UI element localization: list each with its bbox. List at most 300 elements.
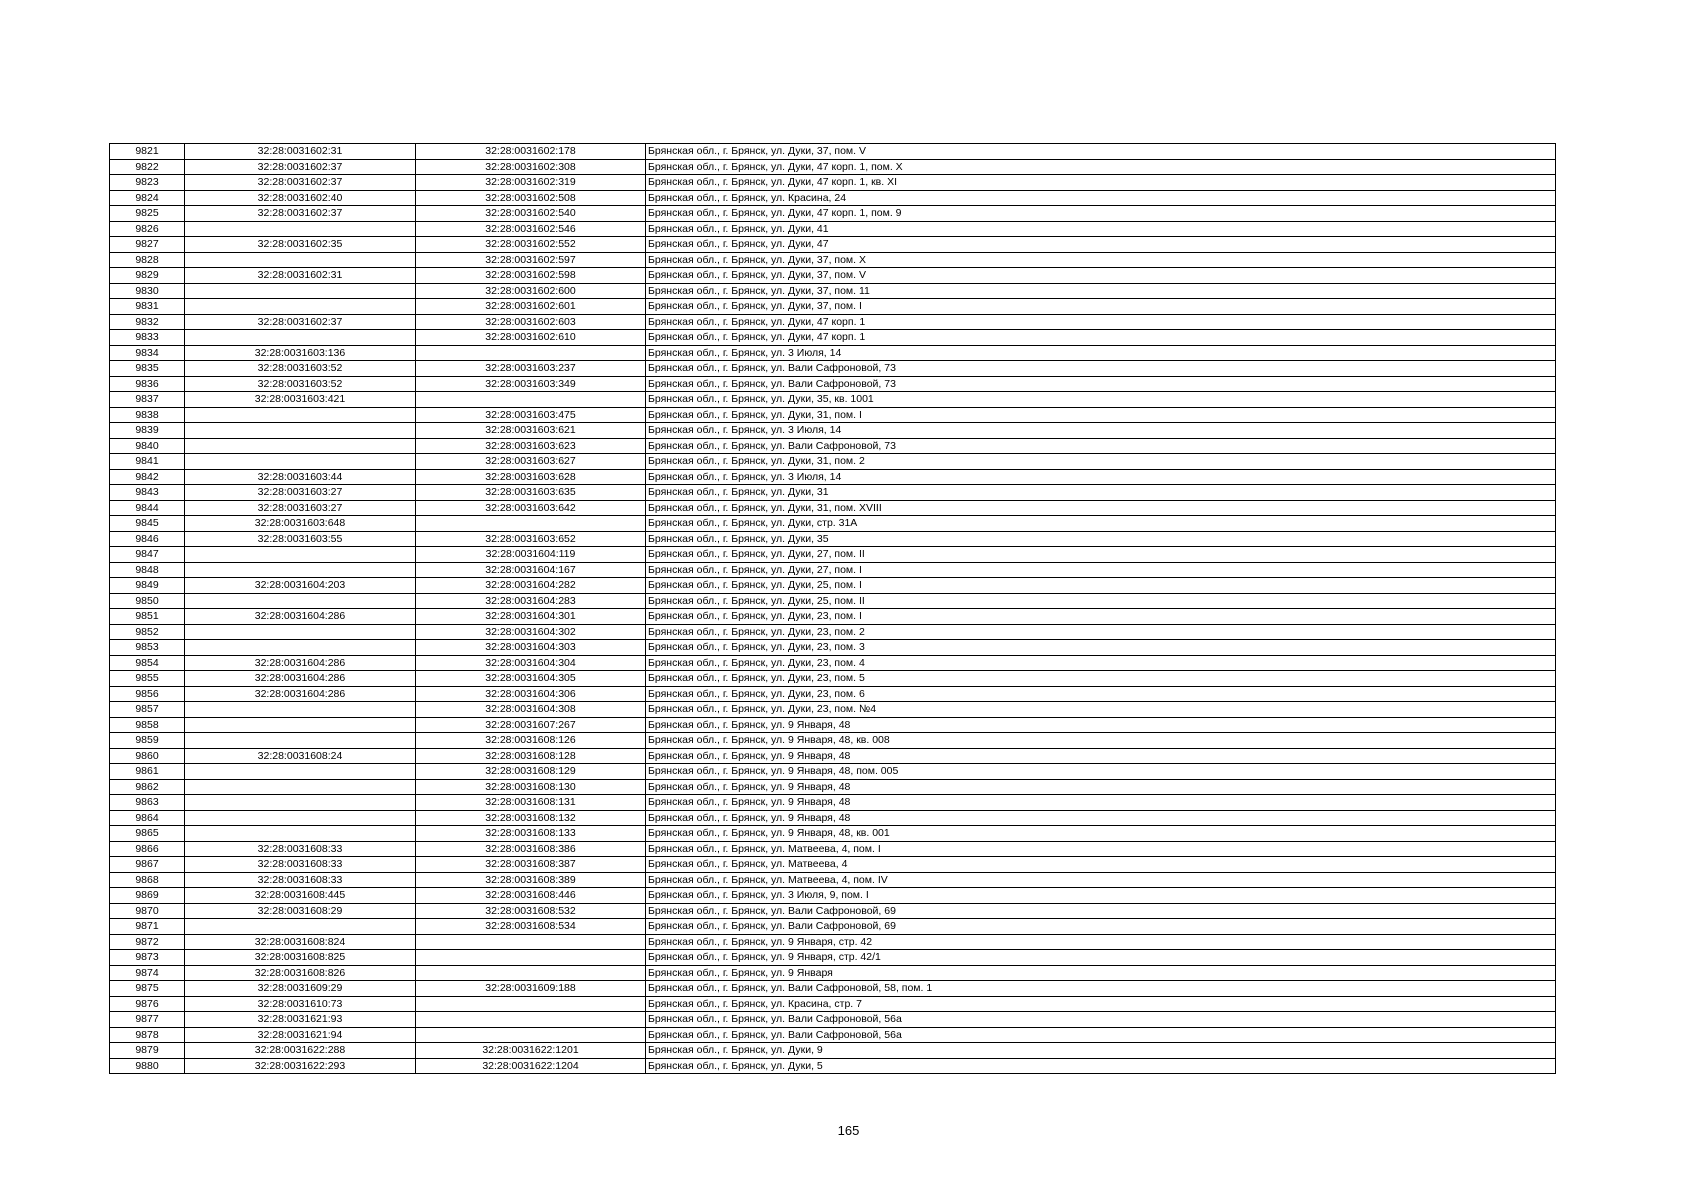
object-cadastral-number-cell: 32:28:0031607:267 bbox=[416, 717, 646, 733]
table-row bbox=[110, 702, 1556, 718]
row-number-cell: 9880 bbox=[110, 1058, 185, 1074]
object-cadastral-number-cell: 32:28:0031622:1201 bbox=[416, 1043, 646, 1059]
address-cell: Брянская обл., г. Брянск, ул. Вали Сафроновой, 58, пом. 1 bbox=[646, 981, 1556, 997]
parcel-cadastral-number-cell: 32:28:0031603:648 bbox=[185, 516, 416, 532]
row-number-cell: 9836 bbox=[110, 376, 185, 392]
row-number-cell: 9829 bbox=[110, 268, 185, 284]
table-row bbox=[110, 686, 1556, 702]
object-cadastral-number-cell: 32:28:0031602:178 bbox=[416, 144, 646, 160]
parcel-cadastral-number-cell bbox=[185, 919, 416, 935]
address-cell: Брянская обл., г. Брянск, ул. Дуки, 23, пом. 6 bbox=[646, 686, 1556, 702]
object-cadastral-number-cell: 32:28:0031608:133 bbox=[416, 826, 646, 842]
row-number-cell: 9853 bbox=[110, 640, 185, 656]
parcel-cadastral-number-cell: 32:28:0031602:37 bbox=[185, 206, 416, 222]
object-cadastral-number-cell bbox=[416, 965, 646, 981]
address-cell: Брянская обл., г. Брянск, ул. Дуки, 9 bbox=[646, 1043, 1556, 1059]
table-row bbox=[110, 469, 1556, 485]
address-cell: Брянская обл., г. Брянск, ул. Дуки, 47 корп. 1, пом. X bbox=[646, 159, 1556, 175]
table-row bbox=[110, 733, 1556, 749]
row-number-cell: 9851 bbox=[110, 609, 185, 625]
table-row bbox=[110, 779, 1556, 795]
parcel-cadastral-number-cell bbox=[185, 438, 416, 454]
row-number-cell: 9865 bbox=[110, 826, 185, 842]
table-row bbox=[110, 423, 1556, 439]
parcel-cadastral-number-cell bbox=[185, 733, 416, 749]
row-number-cell: 9827 bbox=[110, 237, 185, 253]
table-row bbox=[110, 206, 1556, 222]
object-cadastral-number-cell bbox=[416, 345, 646, 361]
object-cadastral-number-cell: 32:28:0031604:167 bbox=[416, 562, 646, 578]
parcel-cadastral-number-cell bbox=[185, 717, 416, 733]
address-cell: Брянская обл., г. Брянск, ул. Дуки, 41 bbox=[646, 221, 1556, 237]
table-row bbox=[110, 190, 1556, 206]
row-number-cell: 9878 bbox=[110, 1027, 185, 1043]
object-cadastral-number-cell: 32:28:0031602:601 bbox=[416, 299, 646, 315]
address-cell: Брянская обл., г. Брянск, ул. 3 Июля, 14 bbox=[646, 423, 1556, 439]
address-cell: Брянская обл., г. Брянск, ул. 3 Июля, 14 bbox=[646, 469, 1556, 485]
table-row bbox=[110, 268, 1556, 284]
parcel-cadastral-number-cell: 32:28:0031621:94 bbox=[185, 1027, 416, 1043]
table-row bbox=[110, 671, 1556, 687]
parcel-cadastral-number-cell bbox=[185, 562, 416, 578]
table-row bbox=[110, 857, 1556, 873]
table-row bbox=[110, 516, 1556, 532]
parcel-cadastral-number-cell: 32:28:0031603:136 bbox=[185, 345, 416, 361]
parcel-cadastral-number-cell: 32:28:0031602:35 bbox=[185, 237, 416, 253]
address-cell: Брянская обл., г. Брянск, ул. Дуки, 31, пом. 2 bbox=[646, 454, 1556, 470]
row-number-cell: 9844 bbox=[110, 500, 185, 516]
address-cell: Брянская обл., г. Брянск, ул. Дуки, 23, пом. 4 bbox=[646, 655, 1556, 671]
parcel-cadastral-number-cell: 32:28:0031608:825 bbox=[185, 950, 416, 966]
object-cadastral-number-cell: 32:28:0031604:303 bbox=[416, 640, 646, 656]
row-number-cell: 9847 bbox=[110, 547, 185, 563]
parcel-cadastral-number-cell: 32:28:0031602:31 bbox=[185, 144, 416, 160]
object-cadastral-number-cell bbox=[416, 1027, 646, 1043]
object-cadastral-number-cell: 32:28:0031608:128 bbox=[416, 748, 646, 764]
row-number-cell: 9861 bbox=[110, 764, 185, 780]
row-number-cell: 9870 bbox=[110, 903, 185, 919]
row-number-cell: 9830 bbox=[110, 283, 185, 299]
parcel-cadastral-number-cell: 32:28:0031610:73 bbox=[185, 996, 416, 1012]
object-cadastral-number-cell bbox=[416, 516, 646, 532]
object-cadastral-number-cell: 32:28:0031608:131 bbox=[416, 795, 646, 811]
object-cadastral-number-cell: 32:28:0031602:540 bbox=[416, 206, 646, 222]
object-cadastral-number-cell: 32:28:0031604:306 bbox=[416, 686, 646, 702]
parcel-cadastral-number-cell: 32:28:0031602:37 bbox=[185, 314, 416, 330]
address-cell: Брянская обл., г. Брянск, ул. 9 Января, 48, пом. 005 bbox=[646, 764, 1556, 780]
table-row bbox=[110, 252, 1556, 268]
row-number-cell: 9857 bbox=[110, 702, 185, 718]
table-body bbox=[110, 144, 1556, 1074]
table-row bbox=[110, 810, 1556, 826]
parcel-cadastral-number-cell: 32:28:0031621:93 bbox=[185, 1012, 416, 1028]
row-number-cell: 9846 bbox=[110, 531, 185, 547]
row-number-cell: 9852 bbox=[110, 624, 185, 640]
parcel-cadastral-number-cell bbox=[185, 795, 416, 811]
object-cadastral-number-cell: 32:28:0031608:389 bbox=[416, 872, 646, 888]
row-number-cell: 9840 bbox=[110, 438, 185, 454]
table-row bbox=[110, 578, 1556, 594]
row-number-cell: 9864 bbox=[110, 810, 185, 826]
parcel-cadastral-number-cell: 32:28:0031602:37 bbox=[185, 159, 416, 175]
address-cell: Брянская обл., г. Брянск, ул. 9 Января, 48 bbox=[646, 717, 1556, 733]
parcel-cadastral-number-cell: 32:28:0031608:445 bbox=[185, 888, 416, 904]
address-cell: Брянская обл., г. Брянск, ул. Дуки, 37, пом. V bbox=[646, 268, 1556, 284]
address-cell: Брянская обл., г. Брянск, ул. 9 Января, 48, кв. 001 bbox=[646, 826, 1556, 842]
address-cell: Брянская обл., г. Брянск, ул. Дуки, 25, пом. II bbox=[646, 593, 1556, 609]
table-row bbox=[110, 655, 1556, 671]
object-cadastral-number-cell: 32:28:0031603:628 bbox=[416, 469, 646, 485]
table-row bbox=[110, 624, 1556, 640]
table-row bbox=[110, 981, 1556, 997]
object-cadastral-number-cell bbox=[416, 1012, 646, 1028]
parcel-cadastral-number-cell: 32:28:0031608:33 bbox=[185, 841, 416, 857]
object-cadastral-number-cell: 32:28:0031608:446 bbox=[416, 888, 646, 904]
table-row bbox=[110, 221, 1556, 237]
table-row bbox=[110, 314, 1556, 330]
row-number-cell: 9879 bbox=[110, 1043, 185, 1059]
address-cell: Брянская обл., г. Брянск, ул. Дуки, 47 корп. 1, пом. 9 bbox=[646, 206, 1556, 222]
row-number-cell: 9860 bbox=[110, 748, 185, 764]
address-cell: Брянская обл., г. Брянск, ул. Дуки, 25, пом. I bbox=[646, 578, 1556, 594]
table-row bbox=[110, 903, 1556, 919]
address-cell: Брянская обл., г. Брянск, ул. Дуки, 47 корп. 1, кв. XI bbox=[646, 175, 1556, 191]
address-cell: Брянская обл., г. Брянск, ул. Дуки, 35 bbox=[646, 531, 1556, 547]
object-cadastral-number-cell: 32:28:0031603:237 bbox=[416, 361, 646, 377]
address-cell: Брянская обл., г. Брянск, ул. Вали Сафроновой, 69 bbox=[646, 919, 1556, 935]
object-cadastral-number-cell: 32:28:0031602:598 bbox=[416, 268, 646, 284]
address-cell: Брянская обл., г. Брянск, ул. Дуки, 23, пом. I bbox=[646, 609, 1556, 625]
parcel-cadastral-number-cell: 32:28:0031608:33 bbox=[185, 857, 416, 873]
row-number-cell: 9868 bbox=[110, 872, 185, 888]
row-number-cell: 9826 bbox=[110, 221, 185, 237]
parcel-cadastral-number-cell: 32:28:0031608:24 bbox=[185, 748, 416, 764]
object-cadastral-number-cell: 32:28:0031603:621 bbox=[416, 423, 646, 439]
address-cell: Брянская обл., г. Брянск, ул. Дуки, 37, пом. 11 bbox=[646, 283, 1556, 299]
parcel-cadastral-number-cell: 32:28:0031608:824 bbox=[185, 934, 416, 950]
object-cadastral-number-cell: 32:28:0031604:282 bbox=[416, 578, 646, 594]
address-cell: Брянская обл., г. Брянск, ул. Дуки, 47 bbox=[646, 237, 1556, 253]
address-cell: Брянская обл., г. Брянск, ул. Дуки, 35, кв. 1001 bbox=[646, 392, 1556, 408]
object-cadastral-number-cell: 32:28:0031604:301 bbox=[416, 609, 646, 625]
parcel-cadastral-number-cell bbox=[185, 624, 416, 640]
object-cadastral-number-cell bbox=[416, 934, 646, 950]
object-cadastral-number-cell: 32:28:0031603:627 bbox=[416, 454, 646, 470]
row-number-cell: 9871 bbox=[110, 919, 185, 935]
row-number-cell: 9876 bbox=[110, 996, 185, 1012]
address-cell: Брянская обл., г. Брянск, ул. Матвеева, 4, пом. IV bbox=[646, 872, 1556, 888]
table-row bbox=[110, 717, 1556, 733]
row-number-cell: 9863 bbox=[110, 795, 185, 811]
object-cadastral-number-cell: 32:28:0031603:349 bbox=[416, 376, 646, 392]
table-row bbox=[110, 748, 1556, 764]
parcel-cadastral-number-cell: 32:28:0031608:33 bbox=[185, 872, 416, 888]
table-row bbox=[110, 392, 1556, 408]
table-row bbox=[110, 872, 1556, 888]
row-number-cell: 9831 bbox=[110, 299, 185, 315]
row-number-cell: 9867 bbox=[110, 857, 185, 873]
parcel-cadastral-number-cell bbox=[185, 547, 416, 563]
table-row bbox=[110, 965, 1556, 981]
object-cadastral-number-cell: 32:28:0031602:603 bbox=[416, 314, 646, 330]
parcel-cadastral-number-cell: 32:28:0031602:31 bbox=[185, 268, 416, 284]
address-cell: Брянская обл., г. Брянск, ул. 9 Января, 48 bbox=[646, 810, 1556, 826]
object-cadastral-number-cell: 32:28:0031602:508 bbox=[416, 190, 646, 206]
address-cell: Брянская обл., г. Брянск, ул. 9 Января, 48 bbox=[646, 779, 1556, 795]
parcel-cadastral-number-cell bbox=[185, 454, 416, 470]
table-row bbox=[110, 1012, 1556, 1028]
table-row bbox=[110, 841, 1556, 857]
table-row bbox=[110, 299, 1556, 315]
parcel-cadastral-number-cell bbox=[185, 764, 416, 780]
address-cell: Брянская обл., г. Брянск, ул. Дуки, 47 корп. 1 bbox=[646, 330, 1556, 346]
row-number-cell: 9862 bbox=[110, 779, 185, 795]
parcel-cadastral-number-cell bbox=[185, 423, 416, 439]
parcel-cadastral-number-cell bbox=[185, 593, 416, 609]
row-number-cell: 9845 bbox=[110, 516, 185, 532]
address-cell: Брянская обл., г. Брянск, ул. Дуки, 37, пом. I bbox=[646, 299, 1556, 315]
object-cadastral-number-cell bbox=[416, 996, 646, 1012]
address-cell: Брянская обл., г. Брянск, ул. Дуки, 23, пом. 5 bbox=[646, 671, 1556, 687]
address-cell: Брянская обл., г. Брянск, ул. 9 Января, 48 bbox=[646, 795, 1556, 811]
parcel-cadastral-number-cell bbox=[185, 407, 416, 423]
object-cadastral-number-cell: 32:28:0031608:386 bbox=[416, 841, 646, 857]
table-row bbox=[110, 934, 1556, 950]
table-row bbox=[110, 547, 1556, 563]
table-row bbox=[110, 562, 1556, 578]
parcel-cadastral-number-cell: 32:28:0031604:286 bbox=[185, 671, 416, 687]
parcel-cadastral-number-cell: 32:28:0031604:286 bbox=[185, 609, 416, 625]
object-cadastral-number-cell: 32:28:0031603:635 bbox=[416, 485, 646, 501]
address-cell: Брянская обл., г. Брянск, ул. Вали Сафроновой, 69 bbox=[646, 903, 1556, 919]
object-cadastral-number-cell: 32:28:0031608:387 bbox=[416, 857, 646, 873]
row-number-cell: 9859 bbox=[110, 733, 185, 749]
object-cadastral-number-cell: 32:28:0031602:552 bbox=[416, 237, 646, 253]
table-row bbox=[110, 407, 1556, 423]
address-cell: Брянская обл., г. Брянск, ул. Дуки, 23, пом. №4 bbox=[646, 702, 1556, 718]
row-number-cell: 9835 bbox=[110, 361, 185, 377]
address-cell: Брянская обл., г. Брянск, ул. Вали Сафроновой, 56а bbox=[646, 1012, 1556, 1028]
address-cell: Брянская обл., г. Брянск, ул. Красина, стр. 7 bbox=[646, 996, 1556, 1012]
table-row bbox=[110, 795, 1556, 811]
address-cell: Брянская обл., г. Брянск, ул. Вали Сафроновой, 73 bbox=[646, 438, 1556, 454]
row-number-cell: 9838 bbox=[110, 407, 185, 423]
row-number-cell: 9850 bbox=[110, 593, 185, 609]
parcel-cadastral-number-cell bbox=[185, 283, 416, 299]
table-row bbox=[110, 237, 1556, 253]
parcel-cadastral-number-cell: 32:28:0031622:293 bbox=[185, 1058, 416, 1074]
object-cadastral-number-cell bbox=[416, 950, 646, 966]
address-cell: Брянская обл., г. Брянск, ул. Дуки, 23, пом. 3 bbox=[646, 640, 1556, 656]
address-cell: Брянская обл., г. Брянск, ул. Красина, 24 bbox=[646, 190, 1556, 206]
object-cadastral-number-cell: 32:28:0031604:119 bbox=[416, 547, 646, 563]
parcel-cadastral-number-cell bbox=[185, 826, 416, 842]
parcel-cadastral-number-cell: 32:28:0031603:44 bbox=[185, 469, 416, 485]
table-row bbox=[110, 826, 1556, 842]
object-cadastral-number-cell: 32:28:0031608:534 bbox=[416, 919, 646, 935]
parcel-cadastral-number-cell: 32:28:0031603:52 bbox=[185, 361, 416, 377]
object-cadastral-number-cell: 32:28:0031603:475 bbox=[416, 407, 646, 423]
table-row bbox=[110, 361, 1556, 377]
table-row bbox=[110, 438, 1556, 454]
address-cell: Брянская обл., г. Брянск, ул. 9 Января, стр. 42/1 bbox=[646, 950, 1556, 966]
parcel-cadastral-number-cell: 32:28:0031603:55 bbox=[185, 531, 416, 547]
parcel-cadastral-number-cell: 32:28:0031609:29 bbox=[185, 981, 416, 997]
object-cadastral-number-cell: 32:28:0031602:319 bbox=[416, 175, 646, 191]
table-row bbox=[110, 500, 1556, 516]
row-number-cell: 9825 bbox=[110, 206, 185, 222]
parcel-cadastral-number-cell bbox=[185, 640, 416, 656]
object-cadastral-number-cell: 32:28:0031602:600 bbox=[416, 283, 646, 299]
table-row bbox=[110, 144, 1556, 160]
table-row bbox=[110, 888, 1556, 904]
table-row bbox=[110, 454, 1556, 470]
object-cadastral-number-cell: 32:28:0031602:308 bbox=[416, 159, 646, 175]
row-number-cell: 9875 bbox=[110, 981, 185, 997]
row-number-cell: 9858 bbox=[110, 717, 185, 733]
address-cell: Брянская обл., г. Брянск, ул. Матвеева, 4 bbox=[646, 857, 1556, 873]
address-cell: Брянская обл., г. Брянск, ул. Вали Сафроновой, 73 bbox=[646, 376, 1556, 392]
row-number-cell: 9822 bbox=[110, 159, 185, 175]
address-cell: Брянская обл., г. Брянск, ул. Дуки, 31, пом. XVIII bbox=[646, 500, 1556, 516]
row-number-cell: 9869 bbox=[110, 888, 185, 904]
row-number-cell: 9873 bbox=[110, 950, 185, 966]
address-cell: Брянская обл., г. Брянск, ул. Дуки, 27, пом. I bbox=[646, 562, 1556, 578]
object-cadastral-number-cell: 32:28:0031622:1204 bbox=[416, 1058, 646, 1074]
table-row bbox=[110, 996, 1556, 1012]
object-cadastral-number-cell: 32:28:0031604:302 bbox=[416, 624, 646, 640]
object-cadastral-number-cell: 32:28:0031608:532 bbox=[416, 903, 646, 919]
parcel-cadastral-number-cell: 32:28:0031604:203 bbox=[185, 578, 416, 594]
row-number-cell: 9874 bbox=[110, 965, 185, 981]
row-number-cell: 9841 bbox=[110, 454, 185, 470]
address-cell: Брянская обл., г. Брянск, ул. Вали Сафроновой, 73 bbox=[646, 361, 1556, 377]
table-row bbox=[110, 764, 1556, 780]
row-number-cell: 9833 bbox=[110, 330, 185, 346]
object-cadastral-number-cell: 32:28:0031602:597 bbox=[416, 252, 646, 268]
parcel-cadastral-number-cell: 32:28:0031603:27 bbox=[185, 500, 416, 516]
parcel-cadastral-number-cell: 32:28:0031603:27 bbox=[185, 485, 416, 501]
row-number-cell: 9866 bbox=[110, 841, 185, 857]
row-number-cell: 9854 bbox=[110, 655, 185, 671]
parcel-cadastral-number-cell: 32:28:0031622:288 bbox=[185, 1043, 416, 1059]
parcel-cadastral-number-cell: 32:28:0031604:286 bbox=[185, 686, 416, 702]
object-cadastral-number-cell: 32:28:0031603:642 bbox=[416, 500, 646, 516]
row-number-cell: 9843 bbox=[110, 485, 185, 501]
parcel-cadastral-number-cell: 32:28:0031608:29 bbox=[185, 903, 416, 919]
object-cadastral-number-cell: 32:28:0031608:132 bbox=[416, 810, 646, 826]
address-cell: Брянская обл., г. Брянск, ул. 9 Января, 48, кв. 008 bbox=[646, 733, 1556, 749]
object-cadastral-number-cell: 32:28:0031609:188 bbox=[416, 981, 646, 997]
table-row bbox=[110, 376, 1556, 392]
object-cadastral-number-cell: 32:28:0031608:126 bbox=[416, 733, 646, 749]
address-cell: Брянская обл., г. Брянск, ул. Дуки, 31 bbox=[646, 485, 1556, 501]
row-number-cell: 9849 bbox=[110, 578, 185, 594]
table-row bbox=[110, 1027, 1556, 1043]
row-number-cell: 9821 bbox=[110, 144, 185, 160]
table-row bbox=[110, 175, 1556, 191]
parcel-cadastral-number-cell bbox=[185, 330, 416, 346]
address-cell: Брянская обл., г. Брянск, ул. 9 Января, стр. 42 bbox=[646, 934, 1556, 950]
object-cadastral-number-cell bbox=[416, 392, 646, 408]
row-number-cell: 9839 bbox=[110, 423, 185, 439]
address-cell: Брянская обл., г. Брянск, ул. Дуки, 27, пом. II bbox=[646, 547, 1556, 563]
table-row bbox=[110, 159, 1556, 175]
table-row bbox=[110, 1043, 1556, 1059]
table-row bbox=[110, 593, 1556, 609]
address-cell: Брянская обл., г. Брянск, ул. Дуки, 5 bbox=[646, 1058, 1556, 1074]
address-cell: Брянская обл., г. Брянск, ул. Вали Сафроновой, 56а bbox=[646, 1027, 1556, 1043]
row-number-cell: 9848 bbox=[110, 562, 185, 578]
parcel-cadastral-number-cell: 32:28:0031602:40 bbox=[185, 190, 416, 206]
row-number-cell: 9872 bbox=[110, 934, 185, 950]
table-row bbox=[110, 345, 1556, 361]
address-cell: Брянская обл., г. Брянск, ул. Дуки, 37, пом. X bbox=[646, 252, 1556, 268]
object-cadastral-number-cell: 32:28:0031608:129 bbox=[416, 764, 646, 780]
parcel-cadastral-number-cell: 32:28:0031604:286 bbox=[185, 655, 416, 671]
table-row bbox=[110, 485, 1556, 501]
row-number-cell: 9856 bbox=[110, 686, 185, 702]
parcel-cadastral-number-cell bbox=[185, 221, 416, 237]
parcel-cadastral-number-cell bbox=[185, 810, 416, 826]
address-cell: Брянская обл., г. Брянск, ул. 9 Января bbox=[646, 965, 1556, 981]
object-cadastral-number-cell: 32:28:0031604:308 bbox=[416, 702, 646, 718]
parcel-cadastral-number-cell: 32:28:0031602:37 bbox=[185, 175, 416, 191]
row-number-cell: 9828 bbox=[110, 252, 185, 268]
row-number-cell: 9855 bbox=[110, 671, 185, 687]
parcel-cadastral-number-cell bbox=[185, 702, 416, 718]
object-cadastral-number-cell: 32:28:0031602:610 bbox=[416, 330, 646, 346]
parcel-cadastral-number-cell bbox=[185, 252, 416, 268]
object-cadastral-number-cell: 32:28:0031603:652 bbox=[416, 531, 646, 547]
address-cell: Брянская обл., г. Брянск, ул. 3 Июля, 14 bbox=[646, 345, 1556, 361]
object-cadastral-number-cell: 32:28:0031604:305 bbox=[416, 671, 646, 687]
parcel-cadastral-number-cell: 32:28:0031608:826 bbox=[185, 965, 416, 981]
object-cadastral-number-cell: 32:28:0031602:546 bbox=[416, 221, 646, 237]
table-row bbox=[110, 609, 1556, 625]
object-cadastral-number-cell: 32:28:0031603:623 bbox=[416, 438, 646, 454]
address-cell: Брянская обл., г. Брянск, ул. Дуки, 37, пом. V bbox=[646, 144, 1556, 160]
address-cell: Брянская обл., г. Брянск, ул. Дуки, стр. 31А bbox=[646, 516, 1556, 532]
address-cell: Брянская обл., г. Брянск, ул. Дуки, 23, пом. 2 bbox=[646, 624, 1556, 640]
table-row bbox=[110, 531, 1556, 547]
address-cell: Брянская обл., г. Брянск, ул. Дуки, 31, пом. I bbox=[646, 407, 1556, 423]
table-row bbox=[110, 283, 1556, 299]
table-row bbox=[110, 330, 1556, 346]
row-number-cell: 9823 bbox=[110, 175, 185, 191]
parcel-cadastral-number-cell bbox=[185, 779, 416, 795]
table-row bbox=[110, 1058, 1556, 1074]
parcel-cadastral-number-cell bbox=[185, 299, 416, 315]
row-number-cell: 9837 bbox=[110, 392, 185, 408]
address-cell: Брянская обл., г. Брянск, ул. 9 Января, 48 bbox=[646, 748, 1556, 764]
row-number-cell: 9842 bbox=[110, 469, 185, 485]
object-cadastral-number-cell: 32:28:0031608:130 bbox=[416, 779, 646, 795]
address-cell: Брянская обл., г. Брянск, ул. 3 Июля, 9, пом. I bbox=[646, 888, 1556, 904]
parcel-cadastral-number-cell: 32:28:0031603:52 bbox=[185, 376, 416, 392]
address-cell: Брянская обл., г. Брянск, ул. Матвеева, 4, пом. I bbox=[646, 841, 1556, 857]
object-cadastral-number-cell: 32:28:0031604:283 bbox=[416, 593, 646, 609]
table-row bbox=[110, 950, 1556, 966]
cadastral-table bbox=[109, 143, 1556, 1074]
row-number-cell: 9824 bbox=[110, 190, 185, 206]
table-row bbox=[110, 919, 1556, 935]
parcel-cadastral-number-cell: 32:28:0031603:421 bbox=[185, 392, 416, 408]
row-number-cell: 9834 bbox=[110, 345, 185, 361]
table-row bbox=[110, 640, 1556, 656]
row-number-cell: 9877 bbox=[110, 1012, 185, 1028]
address-cell: Брянская обл., г. Брянск, ул. Дуки, 47 корп. 1 bbox=[646, 314, 1556, 330]
